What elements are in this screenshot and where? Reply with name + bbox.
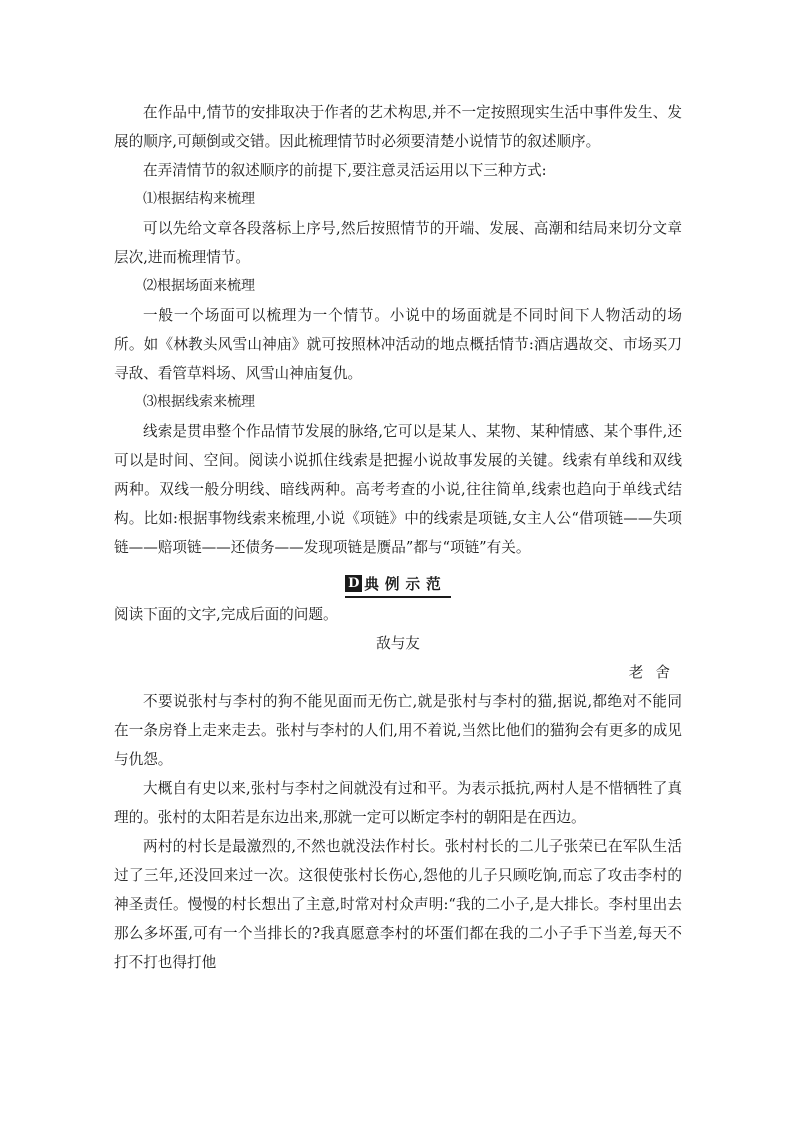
page-content [114,98,682,977]
example-section-header [114,572,682,596]
reading-instruction: 阅读下面的文字,完成后面的问题。 [114,606,338,623]
intro-paragraph-1: 在作品中,情节的安排取决于作者的艺术构思,并不一定按照现实生活中事件发生、发展的顺序,可颠倒或交错。因此梳理情节时必须要清楚小说情节的叙述顺序。 [114,104,682,150]
example-section-title-block [345,573,450,598]
method-3-heading: ⑶根据线索来梳理 [143,394,255,410]
section-badge-icon: D [345,575,362,592]
story-paragraph-3: 两村的村长是最激烈的,不然也就没法作村长。张村村长的二儿子张荣已在军队生活过了三年,还没回来过一次。这很使张村长伤心,怨他的儿子只顾吃饷,而忘了攻击李村的神圣责任。慢慢的村长想出了主意,时常对村众声明:“我的二小子,是大排长。李村里出去那么多坏蛋,可有一个当排长的?我真愿意李村的坏蛋们都在我的二小子手下当差,每天不打不打也得打他 [114,838,682,971]
story-author: 老舍 [628,664,682,681]
method-2-heading: ⑵根据场面来梳理 [143,278,255,294]
story-title: 敌与友 [376,635,420,652]
story-paragraph-2: 大概自有史以来,张村与李村之间就没有过和平。为表示抵抗,两村人是不惜牺牲了真理的。张村的太阳若是东边出来,那就一定可以断定李村的朝阳是在西边。 [114,780,682,826]
method-2-body: 一般一个场面可以梳理为一个情节。小说中的场面就是不同时间下人物活动的场所。如《林教头风雪山神庙》就可按照林冲活动的地点概括情节:酒店遇故交、市场买刀寻敌、看管草料场、风雪山神庙复仇。 [114,307,682,382]
story-paragraph-1: 不要说张村与李村的狗不能见面而无伤亡,就是张村与李村的猫,据说,都绝对不能同在一条房脊上走来走去。张村与李村的人们,用不着说,当然比他们的猫狗会有更多的成见与仇怨。 [114,693,682,768]
method-3-body: 线索是贯串整个作品情节发展的脉络,它可以是某人、某物、某种情感、某个事件,还可以是时间、空间。阅读小说抓住线索是把握小说故事发展的关键。线索有单线和双线两种。双线一般分明线、暗线两种。高考考查的小说,往往简单,线索也趋向于单线式结构。比如:根据事物线索来梳理,小说《项链》中的线索是项链,女主人公“借项链——失项链——赔项链——还债务——发现项链是赝品”都与“项链”有关。 [114,423,682,556]
intro-paragraph-2: 在弄清情节的叙述顺序的前提下,要注意灵活运用以下三种方式: [143,162,547,179]
method-1-heading: ⑴根据结构来梳理 [143,191,255,207]
method-1-body: 可以先给文章各段落标上序号,然后按照情节的开端、发展、高潮和结局来切分文章层次,进而梳理情节。 [114,220,682,266]
example-section-title: 典例示范 [364,576,447,593]
